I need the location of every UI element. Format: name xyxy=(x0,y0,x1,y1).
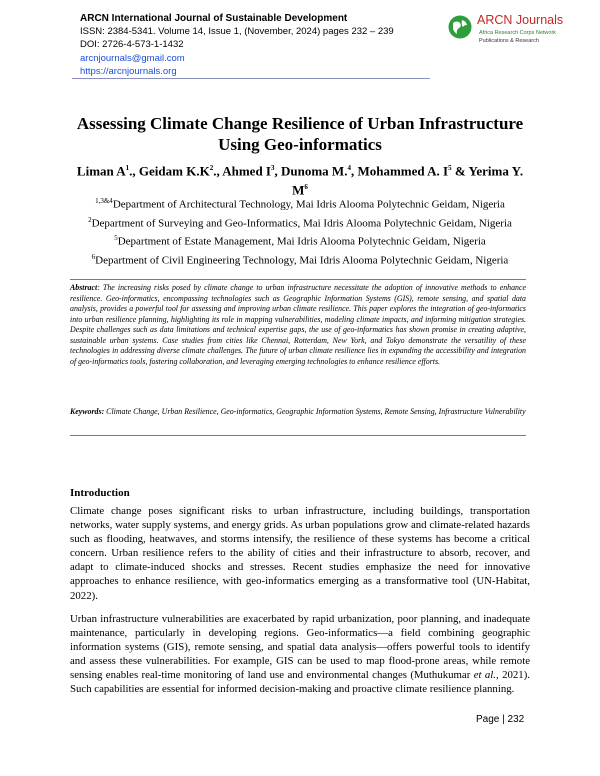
globe-icon xyxy=(447,14,473,40)
author-list: Liman $A^1$., Geidam $K.K^2$., Ahmed $I^3$, Dunoma M.$^4$, Mohammed A. $I^5$ & Yerima Y. $M^6$ xyxy=(76,163,524,198)
header-divider xyxy=(72,78,430,79)
affiliation-line: $^2$Department of Surveying and Geo-Informatics, Mai Idris Alooma Polytechnic Geidam, Nigeria xyxy=(88,215,512,230)
abstract xyxy=(70,283,526,367)
arcn-logo xyxy=(447,12,577,56)
intro-paragraph-2: Urban infrastructure vulnerabilities are exacerbated by rapid urbanization, poor planning, and inadequate maintenance, particularly in developing regions. Geo-informatics—a field combining geographic information systems (GIS), remote sensing, and spatial data analysis—offers powerful tools to identify and assess these vulnerabilities. For example, GIS can be used to map flood-prone areas, while remote sensing enables real-time monitoring of land use and environmental changes (Muthukumar et al., 2021). Such capabilities are essential for informed decision-making and proactive climate resilience planning. xyxy=(70,613,530,696)
issn-line: ISSN: 2384-5341. Volume 14, Issue 1, (November, 2024) pages 232 – 239 xyxy=(80,26,394,38)
page-number: Page | 232 xyxy=(476,714,525,725)
journal-header xyxy=(80,12,394,78)
paper-title: Assessing Climate Change Resilience of Urban Infrastructure Using Geo-informatics xyxy=(76,114,524,154)
journal-name: ARCN International Journal of Sustainable Development xyxy=(80,13,348,24)
logo-tagline: Africa Research Corps Network xyxy=(479,30,557,36)
affiliation-line: $^6$Department of Civil Engineering Technology, Mai Idris Alooma Polytechnic Geidam, Nigeria xyxy=(91,252,509,267)
logo-subtagline: Publications & Research xyxy=(479,38,539,44)
affiliations xyxy=(40,194,560,269)
website-link[interactable]: https://arcnjournals.org xyxy=(80,65,177,77)
abstract-bottom-divider xyxy=(70,435,526,436)
abstract-label: Abstract xyxy=(70,283,98,292)
abstract-top-divider xyxy=(70,279,526,280)
email-link[interactable]: arcnjournals@gmail.com xyxy=(80,52,185,64)
intro-paragraph-1: Climate change poses significant risks to urban infrastructure, including buildings, transportation networks, water supply systems, and energy grids. As urban populations grow and climate-related hazards such as flooding, heatwaves, and storms intensify, the resilience of these systems has become a critical concern. Urban resilience refers to the ability of cities and their infrastructure to absorb, recover, and adapt to climate-induced shocks and stresses. Recent studies emphasize the need for innovative approaches to enhance resilience, with geo-informatics emerging as a transformative tool (UN-Habitat, 2022). xyxy=(70,505,530,602)
keywords-text: Climate Change, Urban Resilience, Geo-informatics, Geographic Information Systems, Remote Sensing, Infrastructure Vulnerability xyxy=(104,407,526,416)
affiliation-line: $^{1,3\&4}$Department of Architectural Technology, Mai Idris Alooma Polytechnic Geidam, Nigeria xyxy=(95,197,505,211)
section-heading: Introduction xyxy=(70,487,130,499)
keywords-label: Keywords: xyxy=(70,407,105,416)
abstract-text: : The increasing risks posed by climate change to urban infrastructure necessitate the adoption of innovative methods to enhance resilience. Geo-informatics, encompassing technologies such as Geographic Information Systems (GIS), remote sensing, and spatial data analysis, provides a powerful tool for assessing and improving urban climate resilience. This paper explores the integration of geo-informatics into urban resilience planning, highlighting its role in mapping vulnerabilities, modeling climate impacts, and informing mitigation strategies. Despite challenges such as data limitations and technical expertise gaps, the use of geo-informatics has shown promise in creating adaptive, sustainable urban systems. Case studies from cities like Chennai, Rotterdam, New York, and Tokyo demonstrate the versatility of these technologies in addressing diverse climate challenges. The future of urban climate resilience lies in expanding the accessibility and integration of geo-informatics tools, fostering collaboration, and leveraging emerging technologies to enhance resilience efforts. xyxy=(70,283,526,366)
doi-line: DOI: 2726-4-573-1-1432 xyxy=(80,39,184,51)
keywords xyxy=(70,407,526,418)
affiliation-line: $^5$Department of Estate Management, Mai Idris Alooma Polytechnic Geidam, Nigeria xyxy=(114,234,486,248)
logo-brand: ARCN Journals xyxy=(477,13,564,27)
